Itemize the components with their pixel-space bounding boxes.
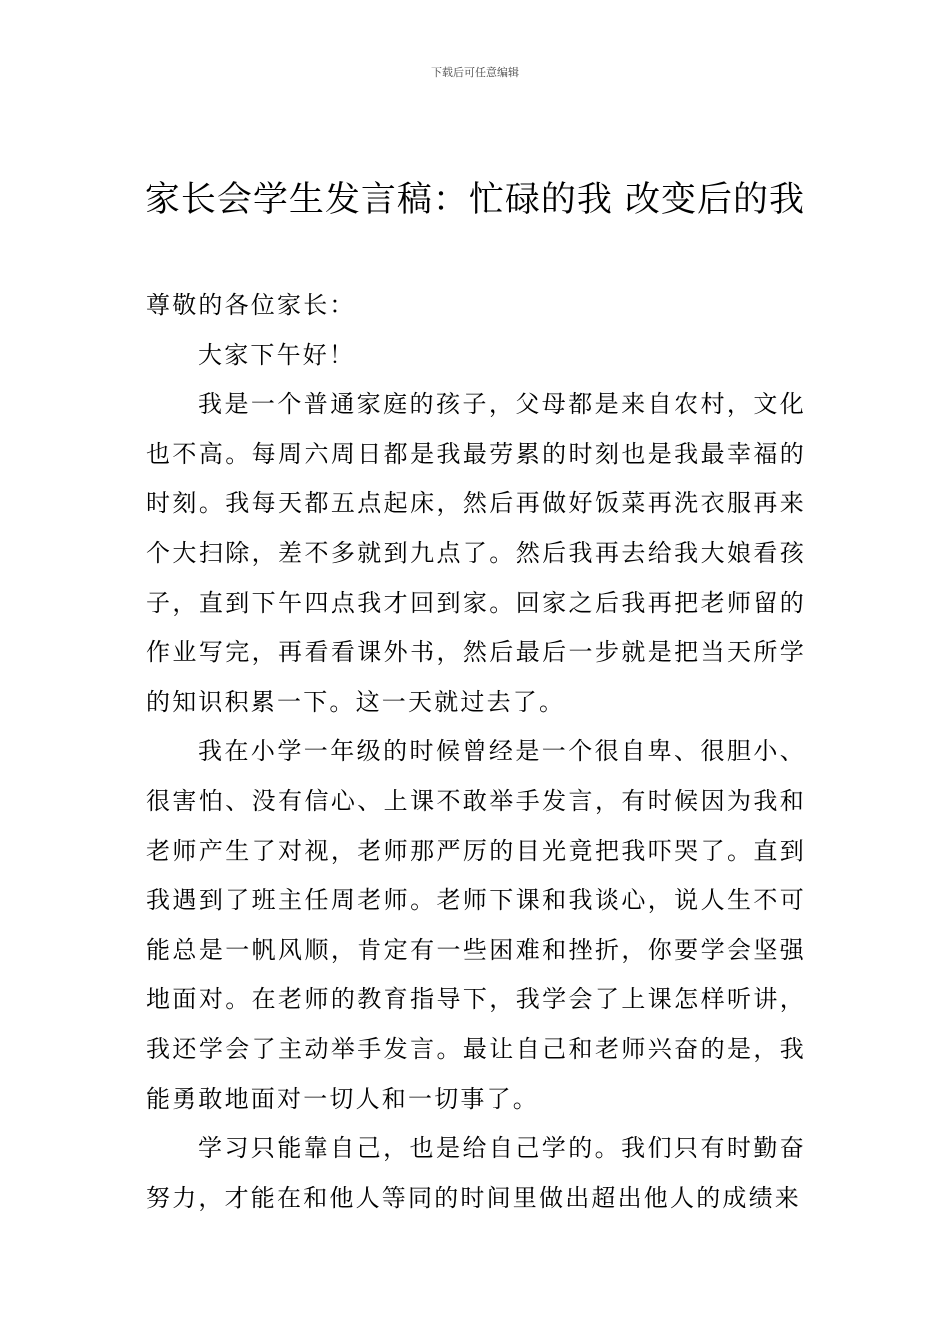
document-body: [146, 281, 806, 1223]
header-note: 下载后可任意编辑: [431, 66, 519, 79]
body-paragraph: 我在小学一年级的时候曾经是一个很自卑、很胆小、很害怕、没有信心、上课不敢举手发言，有时候因为我和老师产生了对视，老师那严厉的目光竟把我吓哭了。直到我遇到了班主任周老师。老师下课和我谈心，说人生不可能总是一帆风顺，肯定有一些困难和挫折，你要学会坚强地面对。在老师的教育指导下，我学会了上课怎样听讲，我还学会了主动举手发言。最让自己和老师兴奋的是，我能勇敢地面对一切人和一切事了。: [146, 737, 806, 1113]
document-title: 家长会学生发言稿：忙碌的我 改变后的我: [144, 180, 806, 220]
salutation: 尊敬的各位家长：: [146, 291, 356, 319]
greeting: 大家下午好！: [198, 340, 356, 369]
body-paragraph: 我是一个普通家庭的孩子，父母都是来自农村，文化也不高。每周六周日都是我最劳累的时刻也是我最幸福的时刻。我每天都五点起床，然后再做好饭菜再洗衣服再来个大扫除，差不多就到九点了。然后我再去给我大娘看孩子，直到下午四点我才回到家。回家之后我再把老师留的作业写完，再看看课外书，然后最后一步就是把当天所学的知识积累一下。这一天就过去了。: [146, 390, 806, 716]
body-paragraph: 学习只能靠自己，也是给自己学的。我们只有时勤奋努力，才能在和他人等同的时间里做出超出他人的成绩来: [146, 1134, 806, 1212]
